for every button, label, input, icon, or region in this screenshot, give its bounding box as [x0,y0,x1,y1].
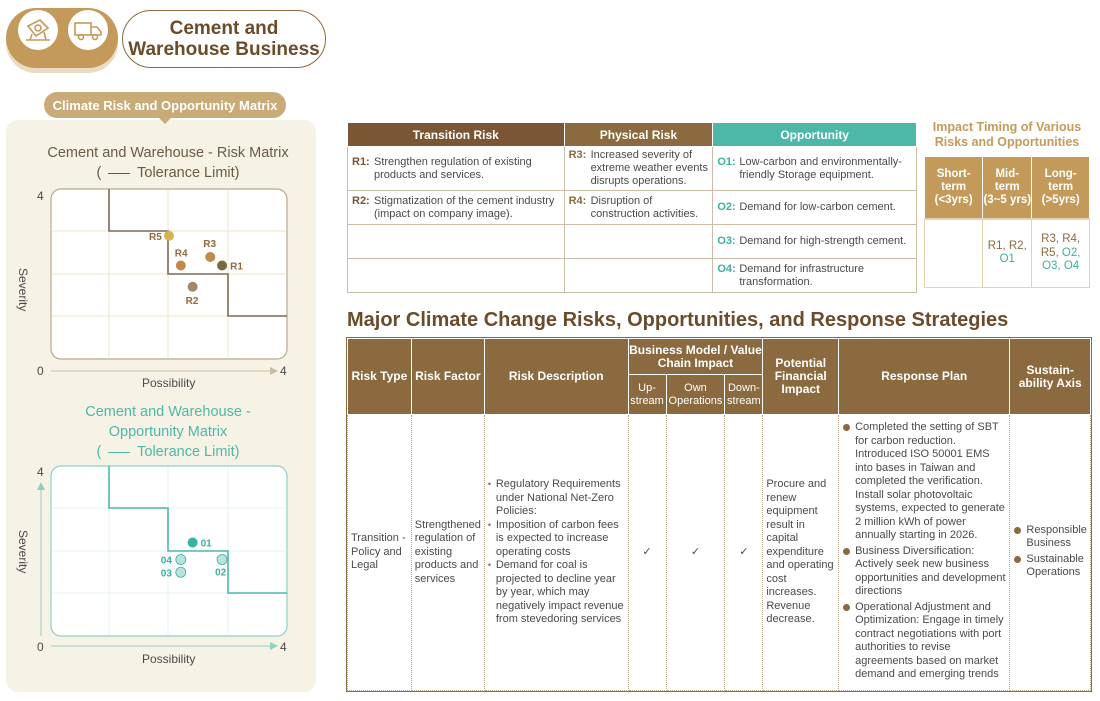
timing-long-opps-2: O3, O4 [1042,260,1080,272]
physical-risk-header: Physical Risk [564,123,713,147]
risk-point-label: R5 [149,231,162,243]
item-code: R4: [568,194,587,207]
risk-matrix-title-block [20,143,316,183]
risk-y-max: 4 [37,189,44,203]
item-text: Low-carbon and environmentally-friendly Storage equipment. [739,155,902,181]
downstream-check: ✓ [725,415,763,691]
risk-matrix-title: Cement and Warehouse - Risk Matrix [47,145,289,161]
risk-matrix-tolerance-legend: ( Tolerance Limit) [96,165,240,181]
header-title-box [122,10,326,68]
opportunity-header: Opportunity [713,123,917,147]
financial-impact-header: Potential Financial Impact [763,339,839,415]
risk-table-row [348,191,917,225]
item-code: O2: [717,201,736,213]
physical-cell [564,147,713,191]
item-text: Stigmatization of the cement industry (impact on company image). [374,194,555,220]
risk-factor-header: Risk Factor [411,339,484,415]
risk-y-label: Severity [16,268,30,312]
opp-y-arrow [37,482,45,490]
matrix-tab: Climate Risk and Opportunity Matrix [44,92,286,118]
risk-table-row [348,225,917,259]
cement-mixer-icon [18,10,58,50]
item-code: O4: [717,262,736,275]
risk-x-arrow [270,367,278,375]
opp-matrix-title-block [20,402,316,462]
row-risk-type: Transition - Policy and Legal [348,415,412,691]
timing-mid-opps: O1 [999,253,1015,266]
timing-long-risks-2: R5, [1040,246,1059,259]
opportunity-cell [713,259,917,293]
physical-cell [564,225,713,259]
risk-desc-item: • Regulatory Requirements under National Net-Zero Policies: [488,478,625,519]
timing-long-cell [1032,219,1090,288]
risk-point-label: R2 [185,295,199,307]
sustainability-axis-item: Responsible Business [1013,524,1087,551]
own-operations-header: Own Operations [666,375,725,415]
row-sustainability-axis [1010,415,1091,691]
item-code: R3: [568,149,587,161]
risk-type-header: Risk Type [348,339,412,415]
transition-cell [348,259,565,293]
risk-point-label: R1 [230,261,243,273]
response-plan-item: Operational Adjustment and Optimization: Engage in timely contract negotiations with port authorities to revise agreements based on market demand and emerging trends [842,601,1006,682]
item-code: R2: [352,194,370,207]
opp-matrix-chart [20,460,300,655]
opp-matrix-title: Cement and Warehouse - Opportunity Matrix [85,404,251,440]
item-code: O1: [717,155,736,168]
opportunity-point [176,567,186,577]
risk-x-label: Possibility [142,376,196,390]
truck-icon [68,10,108,50]
timing-short-header: Short-term (<3yrs) [925,157,983,219]
opportunity-point-label: 04 [160,555,172,567]
opp-matrix-tolerance-legend: ( Tolerance Limit) [96,444,240,460]
sustainability-axis-item: Sustainable Operations [1013,553,1087,580]
upstream-check: ✓ [628,415,666,691]
physical-cell [564,191,713,225]
risk-x-max: 4 [280,364,287,378]
risk-desc-item: • Demand for coal is projected to decline year by year, which may negatively impact revenue from stevedoring services [488,559,625,627]
response-plan-item: Business Diversification: Actively seek new business opportunities and development directions [842,545,1006,599]
transition-risk-header: Transition Risk [348,123,565,147]
risk-point [205,252,215,262]
risk-point-label: R4 [174,248,188,260]
own-operations-check: ✓ [666,415,725,691]
major-section-title: Major Climate Change Risks, Opportunities, and Response Strategies [347,309,1009,331]
opp-tolerance-label: Tolerance Limit [137,444,235,460]
row-risk-desc [484,415,628,691]
opp-y-max: 4 [37,465,44,479]
page-title: Cement and Warehouse Business [128,18,320,60]
risk-x-min: 0 [37,364,44,378]
row-response-plan [839,415,1010,691]
opp-x-arrow [270,642,278,650]
item-text: Disruption of construction activities. [590,194,699,220]
row-financial-impact: Procure and renew equipment result in capital expenditure and operating cost increases. Revenue decrease. [763,415,839,691]
item-text: Increased severity of extreme weather events disrupts operations. [590,149,708,187]
matrix-tab-pointer [158,117,172,124]
opp-x-max: 4 [280,640,287,654]
risk-point [188,282,198,292]
risk-desc-header: Risk Description [484,339,628,415]
timing-long-opps-1: O2, [1061,246,1081,259]
opportunity-point [176,555,186,565]
timing-long-header: Long-term (>5yrs) [1032,157,1090,219]
downstream-header: Down-stream [725,375,763,415]
opp-y-label: Severity [16,530,30,574]
item-text: Demand for high-strength cement. [739,235,907,247]
risk-point [176,261,186,271]
sustainability-axis-header: Sustain-ability Axis [1010,339,1091,415]
risk-point [164,231,174,241]
opportunity-point-label: 02 [215,567,227,579]
risk-matrix-chart [20,183,300,393]
item-text: Demand for infrastructure transformation. [739,262,865,288]
opportunity-cell [713,225,917,259]
opportunity-point-label: 01 [200,538,212,550]
transition-cell [348,147,565,191]
timing-mid-header: Mid-term (3~5 yrs) [983,157,1032,219]
timing-mid-cell [983,219,1032,288]
risk-point-label: R3 [203,239,217,250]
opportunity-point [217,555,227,565]
transition-cell [348,191,565,225]
opportunity-point-label: 03 [160,568,172,580]
item-text: Strengthen regulation of existing products and services. [374,155,532,181]
timing-title: Impact Timing of Various Risks and Opportunities [932,120,1082,149]
risk-desc-item: • Imposition of carbon fees is expected to increase operating costs [488,519,625,560]
opp-x-label: Possibility [142,652,196,666]
timing-table [924,156,1090,288]
risk-opportunity-table [347,122,917,293]
risk-point [217,261,227,271]
response-plan-header: Response Plan [839,339,1010,415]
upstream-header: Up-stream [628,375,666,415]
opp-x-min: 0 [37,640,44,654]
response-plan-item: Completed the setting of SBT for carbon reduction. Introduced ISO 50001 EMS into bases in Taiwan and completed the verification. Install solar photovoltaic systems, expected to generate 2 million kWh of power annually starting in 2026. [842,421,1006,543]
opportunity-cell [713,191,917,225]
timing-short-cell [925,219,983,288]
item-code: R1: [352,155,370,168]
timing-mid-risks: R1, R2, [987,239,1027,252]
opportunity-point [188,538,198,548]
transition-cell [348,225,565,259]
bm-impact-header: Business Model / Value Chain Impact [628,339,763,375]
row-risk-factor: Strengthened regulation of existing products and services [411,415,484,691]
item-code: O3: [717,235,736,247]
physical-cell [564,259,713,293]
risk-tolerance-label: Tolerance Limit [137,165,235,181]
opportunity-cell [713,147,917,191]
timing-long-risks-1: R3, R4, [1041,233,1081,245]
risk-table-row [348,259,917,293]
risk-table-row [348,147,917,191]
item-text: Demand for low-carbon cement. [739,201,896,213]
response-strategy-table [347,338,1091,691]
